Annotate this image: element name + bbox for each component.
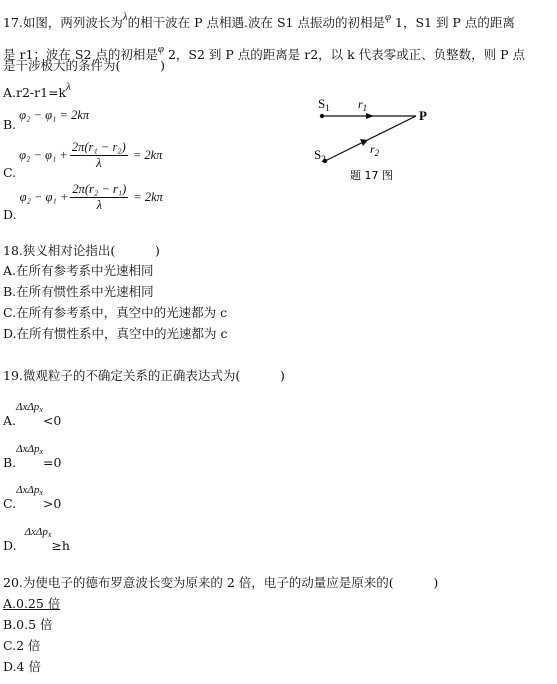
figure-label-r2: $r_2$ — [370, 142, 380, 158]
figure-label-r1: $r_1$ — [358, 97, 368, 113]
phi-symbol-2: φ — [157, 43, 164, 55]
q17-option-c — [3, 140, 162, 180]
q19-option-d-label: D. — [3, 538, 17, 553]
q17-text-3: 是干涉极大的条件为( ) — [3, 58, 165, 73]
q17-text-1b: 的相干波在 P 点相遇.波在 S1 点振动的初相是 — [127, 15, 385, 30]
figure-label-s1: $S_1$ — [318, 96, 330, 113]
q19-option-b — [3, 443, 61, 470]
q19-option-c-label: C. — [3, 496, 17, 511]
q19-option-a-label: A. — [3, 413, 17, 428]
q20-stem: 20.为使电子的德布罗意波长变为原来的 2 倍，电子的动量应是原来的( ) — [3, 575, 439, 590]
q19-option-c-expr: ΔxΔpx — [16, 484, 43, 497]
q19-option-d — [3, 526, 70, 553]
q18-option-b: B.在所有惯性系中光速相同 — [3, 284, 154, 299]
q17-option-a — [3, 79, 71, 101]
q19-stem: 19.微观粒子的不确定关系的正确表达式为( ) — [3, 368, 285, 383]
q20-option-a: A.0.25 倍 — [3, 596, 61, 611]
q17-text-1c: 1，S1 到 P 点的距离 — [391, 15, 515, 30]
q19-option-c-relation: >0 — [42, 496, 62, 511]
q17-option-d-left: φ₂ − φ₁ + — [19, 190, 69, 204]
q17-text-2b: 2，S2 到 P 点的距离是 r2，以 k 代表零或正、负整数，则 P 点 — [163, 47, 526, 62]
figure-arrow-r1 — [366, 113, 374, 119]
q17-option-c-left: φ₂ − φ₁ + — [19, 148, 68, 162]
q19-option-b-relation: =0 — [43, 455, 62, 470]
q17-option-d-right: = 2kπ — [133, 190, 163, 204]
q18-option-a: A.在所有参考系中光速相同 — [3, 263, 154, 278]
q18-option-c: C.在所有参考系中，真空中的光速都为 c — [3, 305, 228, 320]
q17-option-c-right: = 2kπ — [132, 148, 163, 162]
q17-option-c-label: C. — [3, 165, 17, 180]
q17-option-b-label: B. — [3, 117, 17, 132]
q19-option-d-expr: ΔxΔpx — [24, 526, 52, 539]
q17-option-c-denominator: λ — [96, 156, 102, 170]
q17-line-3 — [3, 58, 165, 74]
figure-caption: 题 17 图 — [350, 169, 393, 182]
q20-option-b: B.0.5 倍 — [3, 617, 53, 632]
figure-label-p: P — [419, 108, 427, 123]
q19-option-a-relation: <0 — [42, 413, 62, 428]
q17-option-b-expr: φ₂ − φ₁ = 2kπ — [19, 108, 90, 122]
q17-figure-svg — [308, 93, 444, 185]
q17-option-a-text: A.r2-r1=k — [3, 85, 67, 100]
q17-option-d-numerator: 2π(r₂ − r₁) — [72, 182, 127, 196]
q17-text-1a: 17.如图，两列波长为 — [3, 15, 123, 30]
q19-option-a-expr: ΔxΔpx — [16, 401, 43, 414]
q20-option-c: C.2 倍 — [3, 638, 41, 653]
q20-option-d: D.4 倍 — [3, 659, 41, 674]
phi-symbol: φ — [384, 11, 392, 23]
q19-option-c — [3, 484, 61, 511]
q17-option-d — [3, 182, 163, 222]
figure-label-s2: $S_2$ — [314, 147, 326, 164]
q18-option-d: D.在所有惯性系中，真空中的光速都为 c — [3, 326, 228, 341]
lambda-symbol: λ — [122, 11, 128, 23]
q17-option-d-label: D. — [3, 207, 17, 222]
q19-option-d-relation: ≥h — [51, 538, 70, 553]
q17-option-d-fraction — [70, 182, 128, 213]
q17-option-c-numerator: 2π(r₁ − r₂) — [71, 140, 126, 154]
q17-option-b — [3, 108, 89, 132]
q17-line-1 — [3, 9, 515, 31]
q19-option-a — [3, 401, 61, 428]
q18-stem: 18.狭义相对论指出( ) — [3, 243, 160, 258]
q19-option-b-label: B. — [3, 455, 17, 470]
lambda-symbol-a: λ — [66, 81, 71, 93]
q17-text-2a: 是 r1；波在 S2 点的初相是 — [3, 47, 158, 62]
q17-figure — [308, 93, 444, 185]
q17-option-d-denominator: λ — [96, 198, 103, 212]
q19-option-b-expr: ΔxΔpx — [16, 443, 44, 456]
q17-option-c-fraction — [70, 140, 128, 171]
